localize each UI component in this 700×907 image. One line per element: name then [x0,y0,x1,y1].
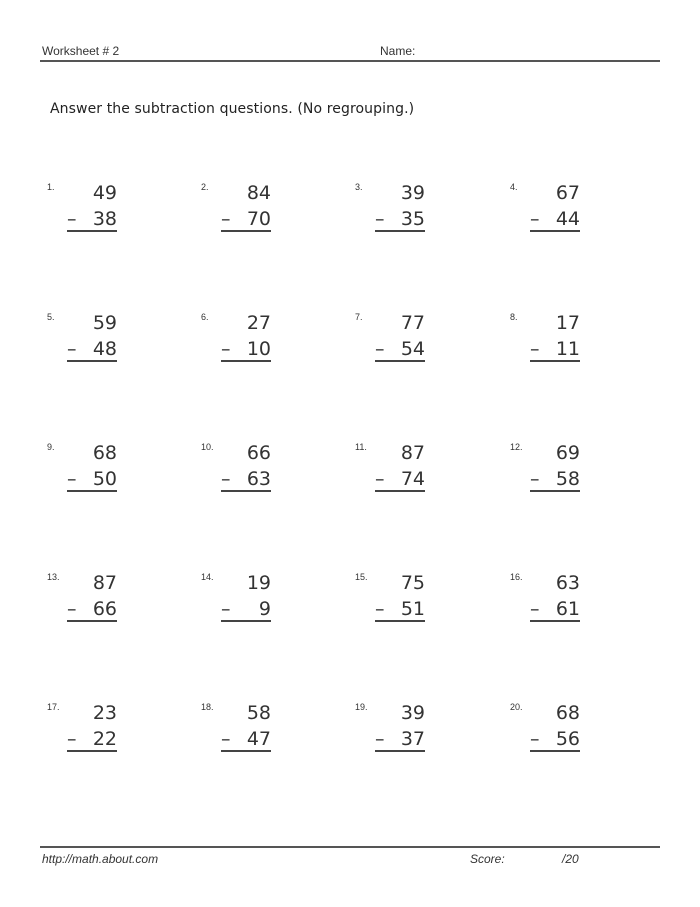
subtrahend-row [375,338,425,362]
problem-number: 15. [355,572,368,582]
problem-1 [47,182,157,252]
minuend: 19 [246,572,271,594]
problem-2 [201,182,311,252]
subtrahend-row [375,468,425,492]
problem-10 [201,442,311,512]
subtrahend-row [375,598,425,622]
subtrahend-row [67,468,117,492]
problem-number: 6. [201,312,209,322]
subtrahend: 38 [92,208,117,230]
minuend: 59 [92,312,117,334]
subtrahend: 9 [258,598,271,620]
problem-5 [47,312,157,382]
subtrahend-row [530,598,580,622]
minuend: 87 [92,572,117,594]
problem-9 [47,442,157,512]
problem-number: 17. [47,702,60,712]
problem-number: 10. [201,442,214,452]
problem-14 [201,572,311,642]
subtrahend: 58 [555,468,580,490]
problem-12 [510,442,620,512]
problem-number: 8. [510,312,518,322]
problem-number: 3. [355,182,363,192]
subtrahend: 63 [246,468,271,490]
subtrahend: 22 [92,728,117,750]
subtrahend-row [375,728,425,752]
problem-number: 5. [47,312,55,322]
subtrahend: 44 [555,208,580,230]
subtrahend: 50 [92,468,117,490]
subtrahend: 47 [246,728,271,750]
minus-sign: – [67,338,77,360]
subtrahend: 11 [555,338,580,360]
score-total: /20 [562,852,579,866]
problem-20 [510,702,620,772]
subtrahend-row [67,338,117,362]
problem-number: 1. [47,182,55,192]
subtrahend: 48 [92,338,117,360]
subtrahend-row [221,468,271,492]
problem-number: 18. [201,702,214,712]
minuend: 17 [555,312,580,334]
subtrahend-row [67,208,117,232]
minuend: 39 [400,182,425,204]
problem-number: 12. [510,442,523,452]
instructions: Answer the subtraction questions. (No regrouping.) [50,101,415,117]
problem-16 [510,572,620,642]
minus-sign: – [530,598,540,620]
minus-sign: – [375,598,385,620]
minuend: 87 [400,442,425,464]
problem-7 [355,312,465,382]
subtrahend: 61 [555,598,580,620]
minus-sign: – [221,208,231,230]
problem-19 [355,702,465,772]
minus-sign: – [221,728,231,750]
subtrahend-row [530,208,580,232]
minuend: 63 [555,572,580,594]
minus-sign: – [67,208,77,230]
minuend: 27 [246,312,271,334]
minus-sign: – [221,598,231,620]
subtrahend-row [67,598,117,622]
minuend: 77 [400,312,425,334]
subtrahend: 70 [246,208,271,230]
problem-number: 19. [355,702,368,712]
problem-6 [201,312,311,382]
problem-13 [47,572,157,642]
minuend: 67 [555,182,580,204]
subtrahend-row [221,208,271,232]
minuend: 23 [92,702,117,724]
minus-sign: – [375,468,385,490]
problem-4 [510,182,620,252]
problem-17 [47,702,157,772]
problem-number: 14. [201,572,214,582]
problem-15 [355,572,465,642]
minuend: 68 [555,702,580,724]
minus-sign: – [530,468,540,490]
minus-sign: – [375,728,385,750]
worksheet-number: Worksheet # 2 [42,44,120,58]
problem-number: 16. [510,572,523,582]
problem-number: 20. [510,702,523,712]
minus-sign: – [221,468,231,490]
subtrahend-row [67,728,117,752]
problem-number: 4. [510,182,518,192]
subtrahend-row [530,468,580,492]
score-label: Score: [470,852,505,866]
minus-sign: – [375,338,385,360]
subtrahend-row [221,728,271,752]
subtrahend-row [375,208,425,232]
minuend: 39 [400,702,425,724]
minuend: 66 [246,442,271,464]
minuend: 69 [555,442,580,464]
subtrahend: 54 [400,338,425,360]
problem-3 [355,182,465,252]
subtrahend: 37 [400,728,425,750]
subtrahend-row [530,338,580,362]
minuend: 68 [92,442,117,464]
problem-18 [201,702,311,772]
minuend: 58 [246,702,271,724]
minus-sign: – [375,208,385,230]
problem-number: 13. [47,572,60,582]
problem-number: 9. [47,442,55,452]
minus-sign: – [530,208,540,230]
minus-sign: – [67,468,77,490]
name-label: Name: [380,44,416,58]
worksheet-footer [40,846,660,866]
subtrahend: 35 [400,208,425,230]
subtrahend-row [530,728,580,752]
minus-sign: – [530,338,540,360]
problem-8 [510,312,620,382]
problem-number: 11. [355,442,367,452]
problem-number: 7. [355,312,363,322]
subtrahend: 74 [400,468,425,490]
subtrahend-row [221,598,271,622]
minus-sign: – [67,728,77,750]
minus-sign: – [221,338,231,360]
subtrahend: 56 [555,728,580,750]
subtrahend: 10 [246,338,271,360]
minus-sign: – [530,728,540,750]
subtrahend-row [221,338,271,362]
subtrahend: 51 [400,598,425,620]
subtrahend: 66 [92,598,117,620]
minus-sign: – [67,598,77,620]
problem-number: 2. [201,182,209,192]
problem-11 [355,442,465,512]
source-url: http://math.about.com [42,852,159,866]
minuend: 84 [246,182,271,204]
minuend: 49 [92,182,117,204]
minuend: 75 [400,572,425,594]
